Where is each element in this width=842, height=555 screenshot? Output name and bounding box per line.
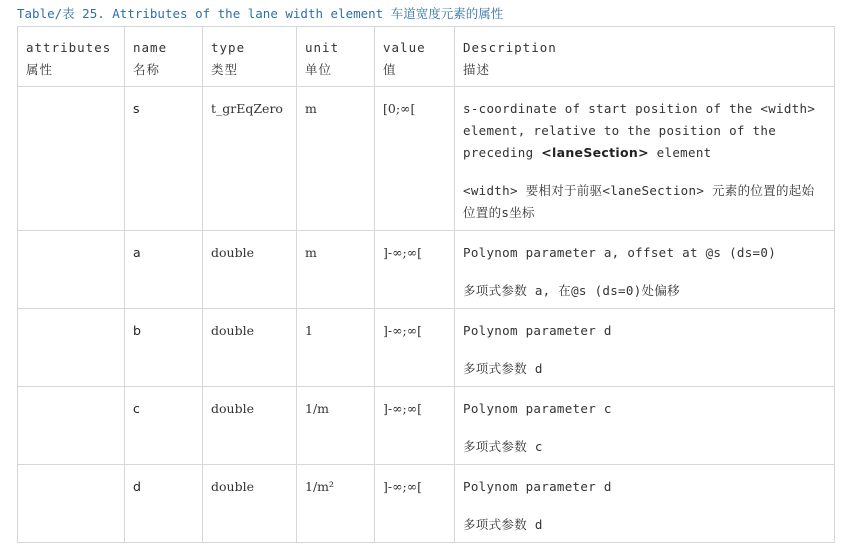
attribute-type: double — [211, 401, 254, 416]
description-en: Polynom parameter c — [463, 401, 612, 416]
header-description — [455, 27, 835, 87]
cell-attribute — [18, 87, 125, 231]
description-zh: 多项式参数 d — [463, 361, 543, 376]
header-description-en: Description — [463, 40, 557, 55]
attribute-unit: m — [305, 101, 317, 116]
table-row — [18, 309, 835, 387]
header-type — [203, 27, 297, 87]
header-unit-zh: 单位 — [305, 62, 333, 77]
table-row — [18, 231, 835, 309]
header-type-en: type — [211, 40, 246, 55]
header-name-en: name — [133, 40, 168, 55]
attribute-value: ]-∞;∞[ — [383, 401, 423, 416]
cell-value — [375, 465, 455, 543]
cell-unit — [297, 87, 375, 231]
cell-type — [203, 309, 297, 387]
attribute-name: a — [133, 245, 141, 260]
description-en: Polynom parameter d — [463, 479, 612, 494]
header-name-zh: 名称 — [133, 62, 161, 77]
header-attributes-en: attributes — [26, 40, 112, 55]
table-header-row — [18, 27, 835, 87]
attributes-table — [17, 26, 835, 543]
attribute-name: s — [133, 101, 140, 116]
header-unit — [297, 27, 375, 87]
attribute-value: ]-∞;∞[ — [383, 245, 423, 260]
table-row — [18, 465, 835, 543]
cell-unit — [297, 465, 375, 543]
description-en: s-coordinate of start position of the <width> element, relative to the position of the preceding <laneSection> element — [463, 101, 816, 160]
header-name — [125, 27, 203, 87]
cell-description — [455, 87, 835, 231]
header-value — [375, 27, 455, 87]
cell-type — [203, 231, 297, 309]
cell-unit — [297, 309, 375, 387]
header-value-en: value — [383, 40, 426, 55]
table-row — [18, 387, 835, 465]
cell-name — [125, 309, 203, 387]
header-attributes — [18, 27, 125, 87]
attribute-unit: 1 — [305, 323, 313, 338]
attribute-type: double — [211, 323, 254, 338]
attribute-value: ]-∞;∞[ — [383, 323, 423, 338]
cell-attribute — [18, 465, 125, 543]
cell-name — [125, 387, 203, 465]
attribute-value: [0;∞[ — [383, 101, 416, 116]
description-zh: <width> 要相对于前驱<laneSection> 元素的位置的起始位置的s坐标 — [463, 183, 815, 220]
header-type-zh: 类型 — [211, 62, 239, 77]
cell-description — [455, 387, 835, 465]
cell-attribute — [18, 387, 125, 465]
cell-unit — [297, 387, 375, 465]
cell-value — [375, 231, 455, 309]
element-name: <laneSection> — [541, 145, 649, 160]
attribute-value: ]-∞;∞[ — [383, 479, 423, 494]
cell-unit — [297, 231, 375, 309]
table-row — [18, 87, 835, 231]
cell-type — [203, 387, 297, 465]
attribute-type: t_grEqZero — [211, 101, 283, 116]
description-zh: 多项式参数 d — [463, 517, 543, 532]
header-value-zh: 值 — [383, 62, 397, 77]
description-zh: 多项式参数 a, 在@s (ds=0)处偏移 — [463, 283, 680, 298]
attribute-unit: 1/m² — [305, 479, 335, 494]
attribute-name: c — [133, 401, 140, 416]
header-attributes-zh: 属性 — [26, 62, 54, 77]
cell-value — [375, 309, 455, 387]
cell-type — [203, 87, 297, 231]
table-caption: Table/表 25. Attributes of the lane width element 车道宽度元素的属性 — [17, 6, 504, 21]
attribute-type: double — [211, 479, 254, 494]
attribute-type: double — [211, 245, 254, 260]
attribute-unit: 1/m — [305, 401, 330, 416]
description-zh: 多项式参数 c — [463, 439, 543, 454]
cell-description — [455, 309, 835, 387]
cell-name — [125, 465, 203, 543]
cell-value — [375, 387, 455, 465]
cell-description — [455, 465, 835, 543]
cell-name — [125, 87, 203, 231]
cell-attribute — [18, 231, 125, 309]
cell-value — [375, 87, 455, 231]
attribute-name: d — [133, 479, 141, 494]
header-description-zh: 描述 — [463, 62, 491, 77]
description-en: Polynom parameter d — [463, 323, 612, 338]
cell-type — [203, 465, 297, 543]
description-en: Polynom parameter a, offset at @s (ds=0) — [463, 245, 777, 260]
cell-description — [455, 231, 835, 309]
attribute-unit: m — [305, 245, 317, 260]
header-unit-en: unit — [305, 40, 340, 55]
cell-attribute — [18, 309, 125, 387]
attribute-name: b — [133, 323, 141, 338]
cell-name — [125, 231, 203, 309]
